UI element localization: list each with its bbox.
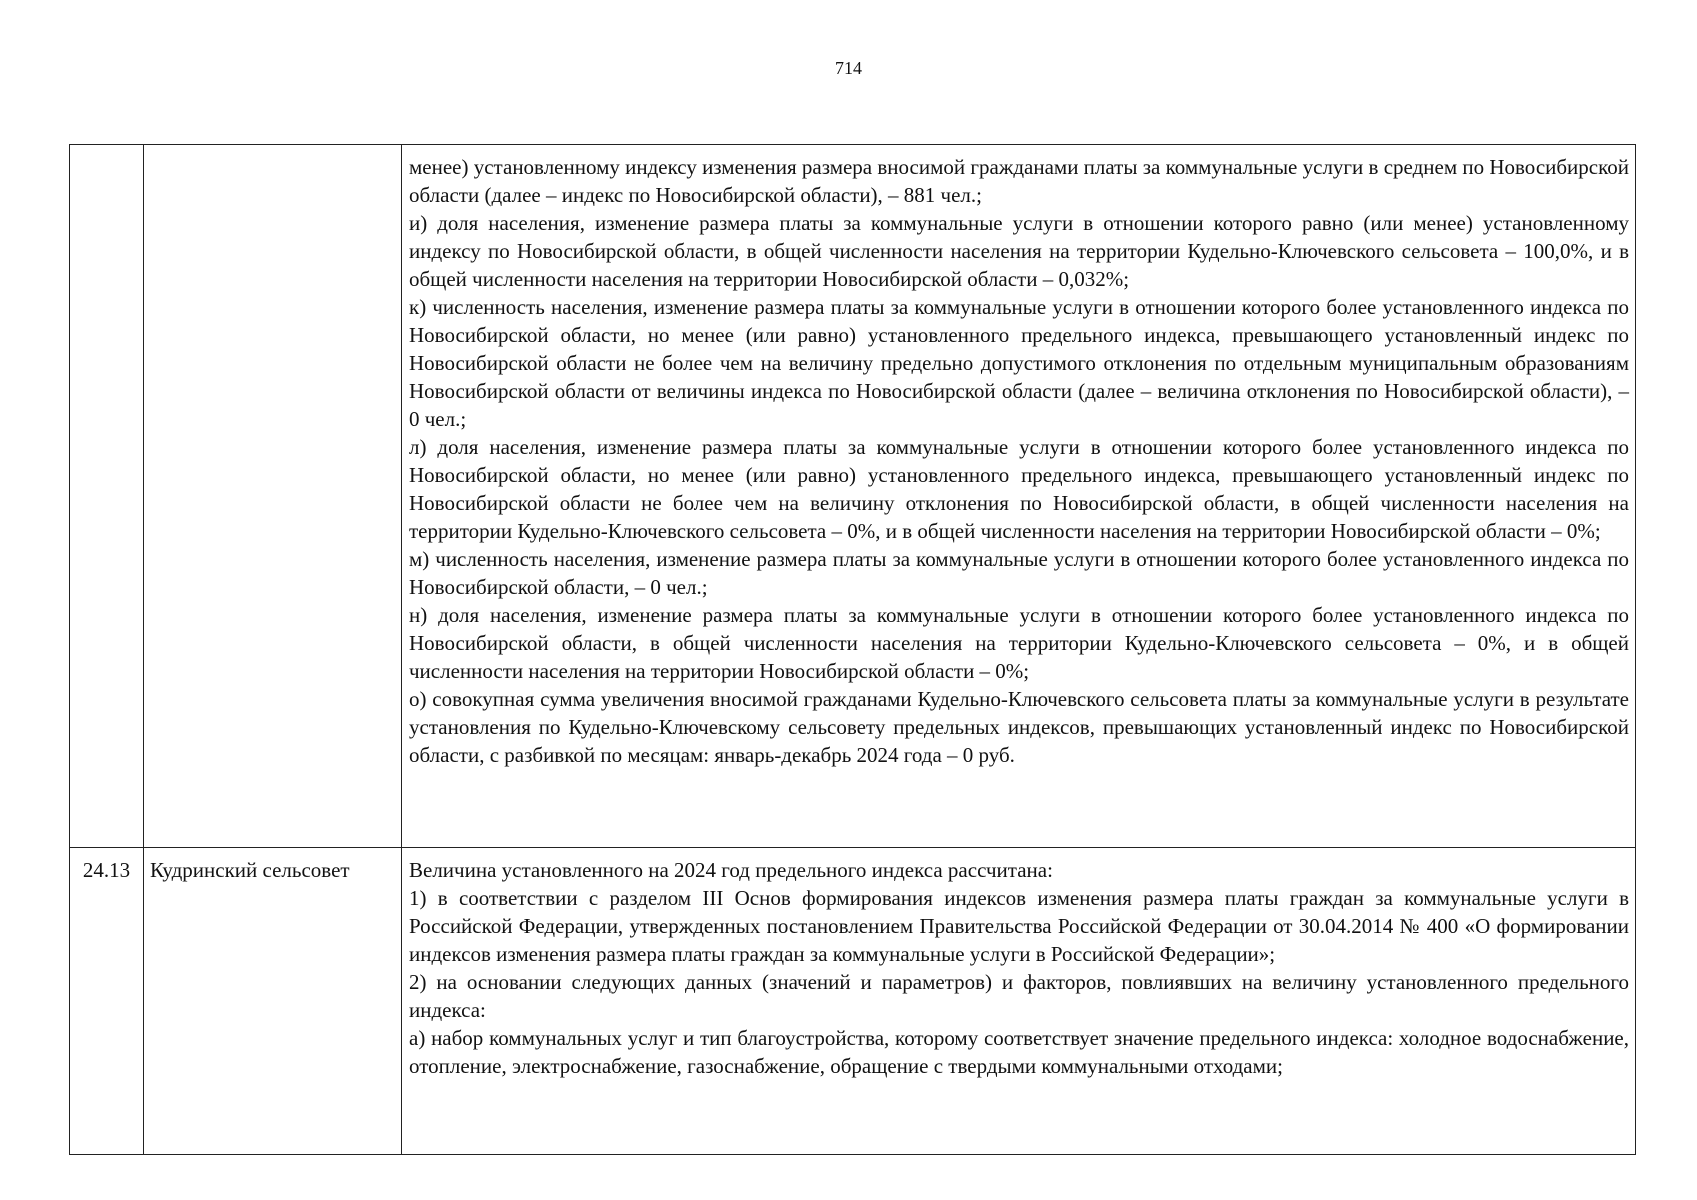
paragraph: 2) на основании следующих данных (значений и параметров) и факторов, повлиявших на величину установленного предельного индекса: <box>409 970 1629 1022</box>
paragraph: о) совокупная сумма увеличения вносимой гражданами Кудельно-Ключевского сельсовета платы за коммунальные услуги в результате установления по Кудельно-Ключевскому сельсовету предельных индексов, превышающих установленный индекс по Новосибирской области, с разбивкой по месяцам: январь-декабрь 2024 года – 0 руб. <box>409 687 1629 767</box>
table-row <box>70 145 1636 848</box>
description-cell <box>402 145 1636 848</box>
municipality-name-cell: Кудринский сельсовет <box>144 848 402 1155</box>
row-number-cell <box>70 145 144 848</box>
paragraph: к) численность населения, изменение размера платы за коммунальные услуги в отношении которого более установленного индекса по Новосибирской области, но менее (или равно) установленного предельного индекса, превышающего установленный индекс по Новосибирской области не более чем на величину предельно допустимого отклонения по отдельным муниципальным образованиям Новосибирской области от величины индекса по Новосибирской области (далее – величина отклонения по Новосибирской области), – 0 чел.; <box>409 295 1629 431</box>
municipality-name-cell <box>144 145 402 848</box>
paragraph: а) набор коммунальных услуг и тип благоустройства, которому соответствует значение предельного индекса: холодное водоснабжение, отопление, электроснабжение, газоснабжение, обращение с твердыми коммунальными отходами; <box>409 1026 1629 1078</box>
paragraph: и) доля населения, изменение размера платы за коммунальные услуги в отношении которого равно (или менее) установленному индексу по Новосибирской области, в общей численности населения на территории Кудельно-Ключевского сельсовета – 100,0%, и в общей численности населения на территории Новосибирской области – 0,032%; <box>409 211 1629 291</box>
index-table <box>69 144 1636 1155</box>
paragraph: н) доля населения, изменение размера платы за коммунальные услуги в отношении которого более установленного индекса по Новосибирской области, в общей численности населения на территории Кудельно-Ключевского сельсовета – 0%, и в общей численности населения на территории Новосибирской области – 0%; <box>409 603 1629 683</box>
paragraph: менее) установленному индексу изменения размера вносимой гражданами платы за коммунальные услуги в среднем по Новосибирской области (далее – индекс по Новосибирской области), – 881 чел.; <box>409 155 1629 207</box>
paragraph: л) доля населения, изменение размера платы за коммунальные услуги в отношении которого более установленного индекса по Новосибирской области, но менее (или равно) установленного предельного индекса, превышающего установленный индекс по Новосибирской области не более чем на величину отклонения по Новосибирской области, в общей численности населения на территории Кудельно-Ключевского сельсовета – 0%, и в общей численности населения на территории Новосибирской области – 0%; <box>409 435 1629 543</box>
paragraph: м) численность населения, изменение размера платы за коммунальные услуги в отношении которого более установленного индекса по Новосибирской области, – 0 чел.; <box>409 547 1629 599</box>
description-cell <box>402 848 1636 1155</box>
row-number-cell: 24.13 <box>70 848 144 1155</box>
table-row <box>70 848 1636 1155</box>
page-number: 714 <box>835 58 862 78</box>
paragraph: Величина установленного на 2024 год предельного индекса рассчитана: <box>409 858 1053 882</box>
paragraph: 1) в соответствии с разделом III Основ формирования индексов изменения размера платы граждан за коммунальные услуги в Российской Федерации, утвержденных постановлением Правительства Российской Федерации от 30.04.2014 № 400 «О формировании индексов изменения размера платы граждан за коммунальные услуги в Российской Федерации»; <box>409 886 1629 966</box>
